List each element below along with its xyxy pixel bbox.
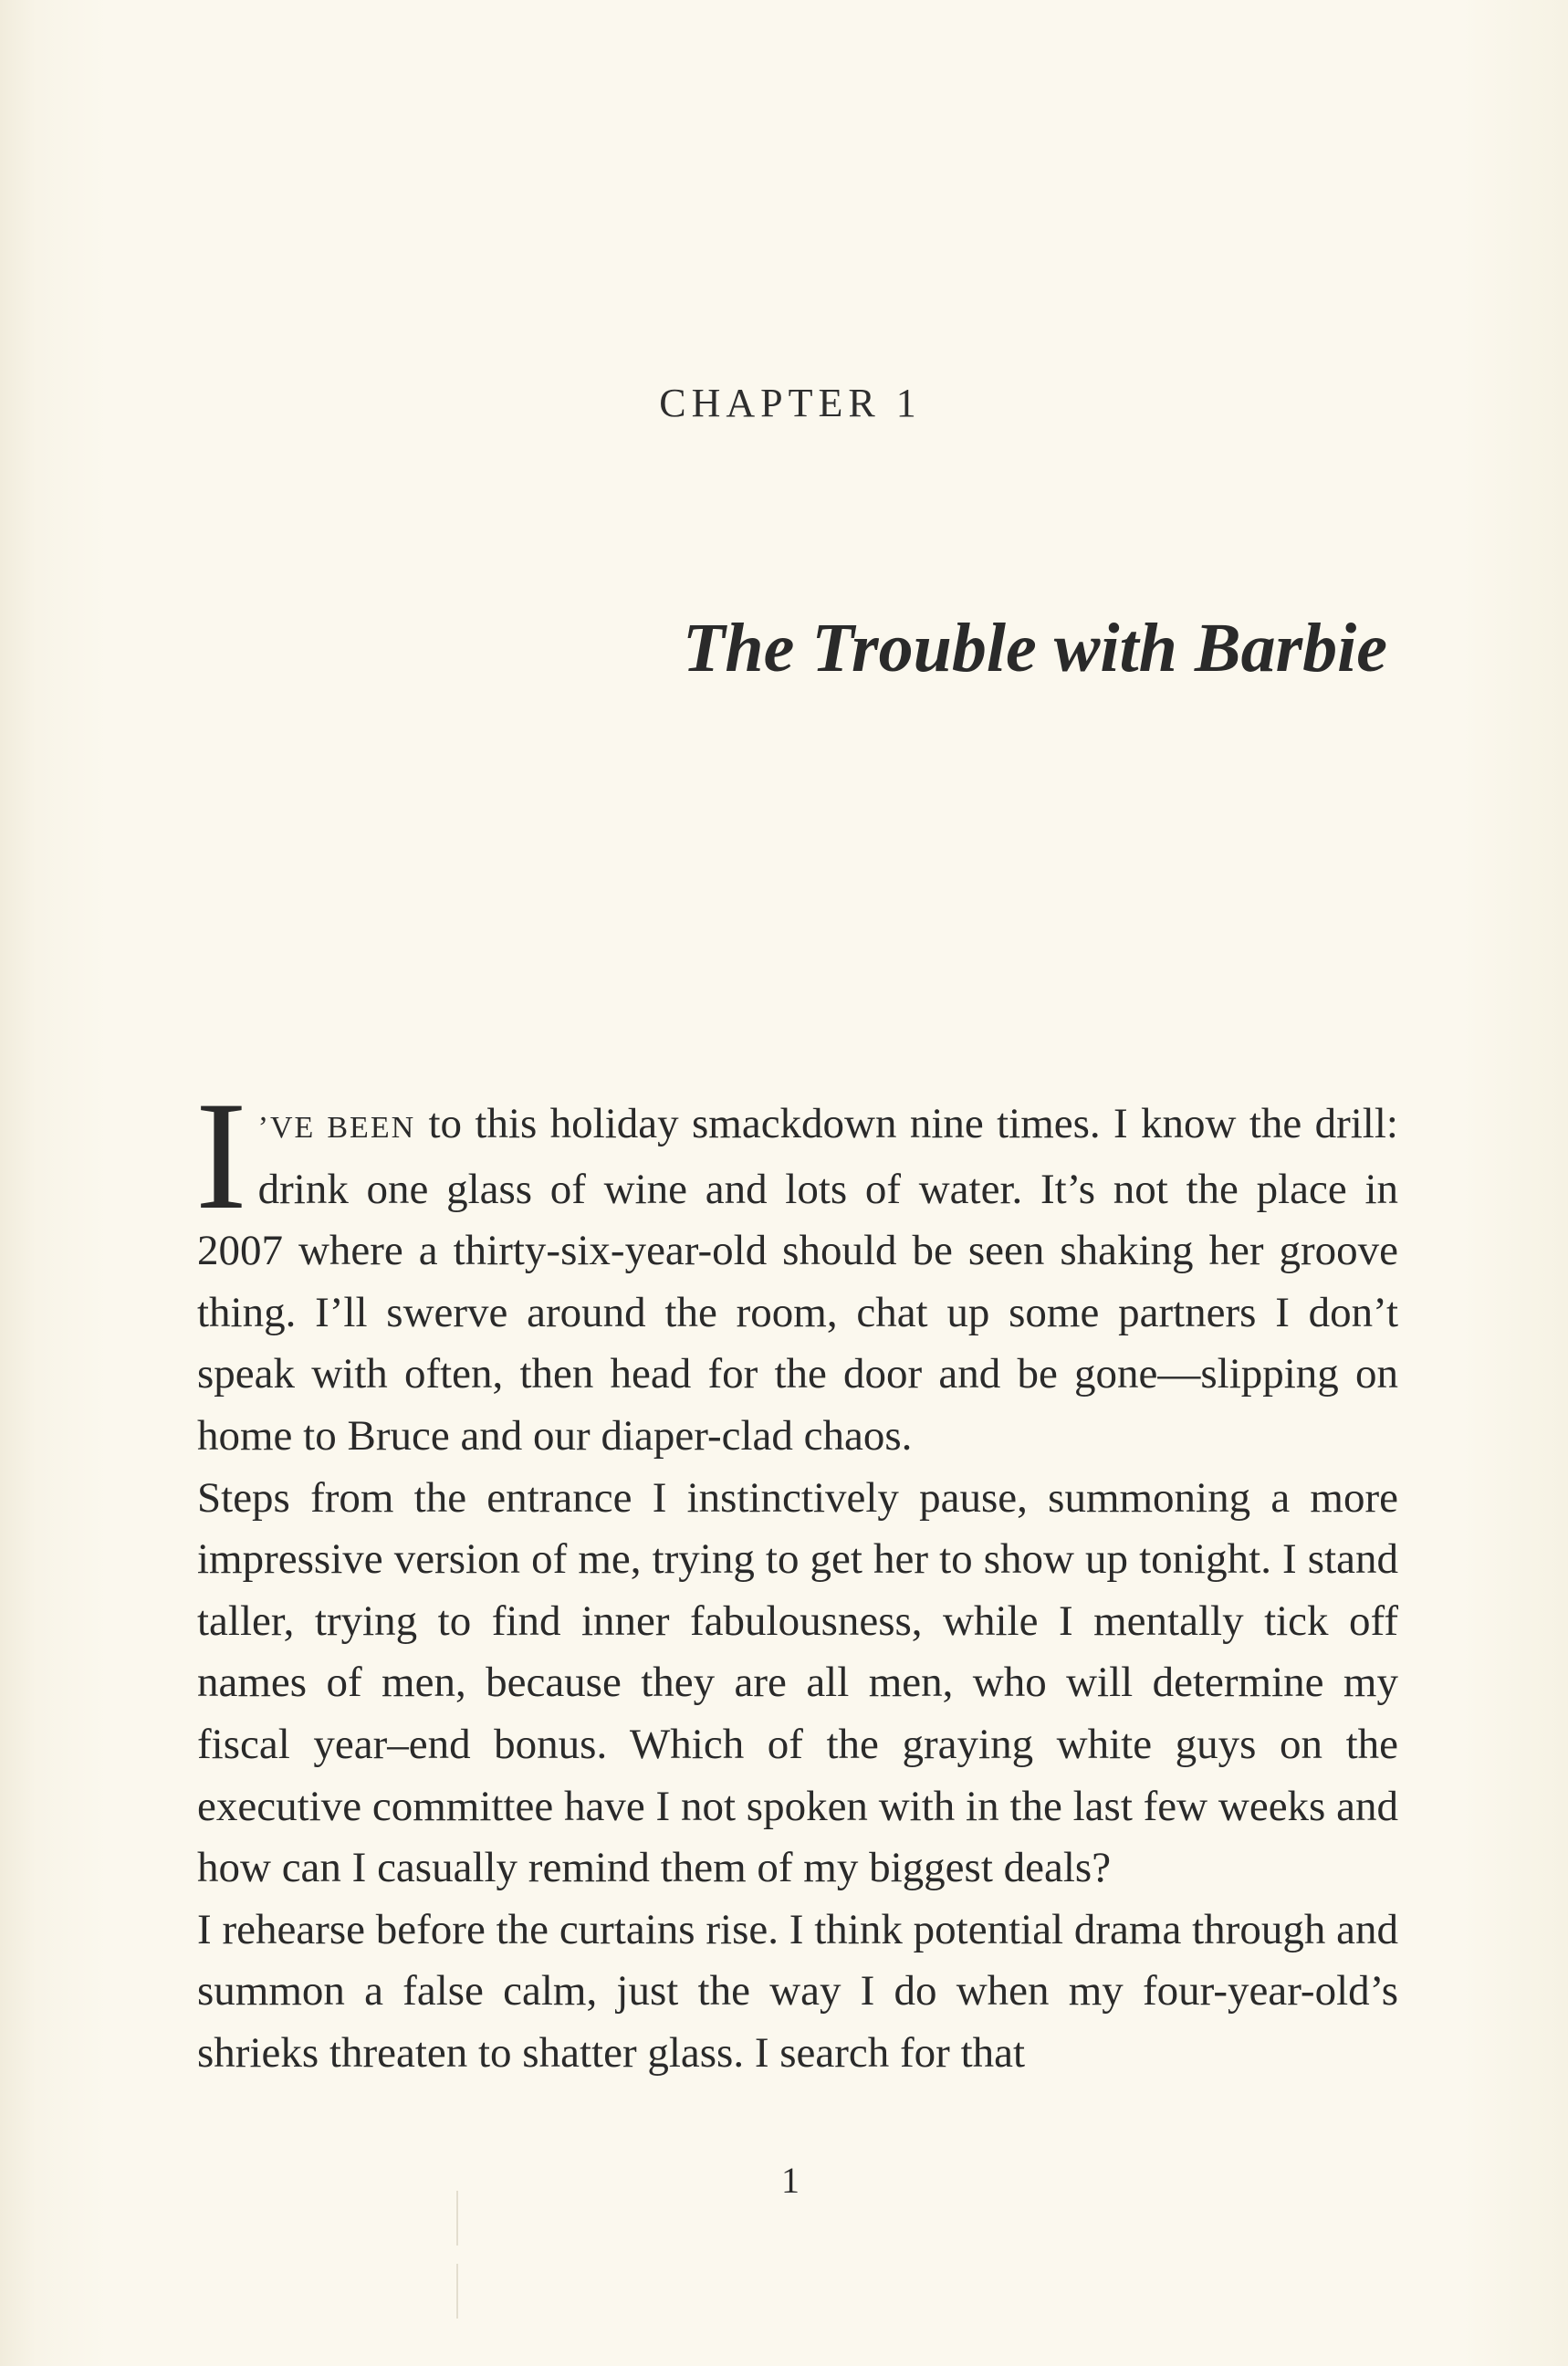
chapter-title: The Trouble with Barbie xyxy=(682,610,1387,686)
body-text xyxy=(195,1070,1398,2085)
paragraph-2: Steps from the entrance I instinctively pause, summoning a more impressive version of me, trying to get her to show up tonight. I stand taller, trying to find inner fabulousness, while I mentally tick off names of men, because they are all men, who will determine my fiscal year–end bonus. Which of the graying white guys on the executive committee have I not spoken with in the last few weeks and how can I casually remind them of my biggest deals? xyxy=(197,1473,1398,1892)
paragraph-1 xyxy=(195,1070,1398,1468)
gutter-mark xyxy=(456,2191,458,2246)
lead-in-smallcaps: ’VE BEEN xyxy=(257,1111,416,1145)
gutter-mark xyxy=(456,2264,458,2319)
drop-cap: I xyxy=(195,1070,247,1241)
page-number: 1 xyxy=(781,2160,800,2201)
paragraph-3: I rehearse before the curtains rise. I think potential drama through and summon a false calm, just the way I do when my four-year-old’s shrieks threaten to shatter glass. I search for that xyxy=(197,1905,1398,2077)
paragraph-1-text: to this holiday smackdown nine times. I know the drill: drink one glass of wine and lots of water. It’s not the place in 2007 where a thirty-six-year-old should be seen shaking her groove thing. I’ll swerve around the room, chat up some partners I don’t speak with often, then head for the door and be gone—slipping on home to Bruce and our diaper-clad chaos. xyxy=(197,1100,1398,1460)
chapter-label: CHAPTER 1 xyxy=(659,381,922,425)
